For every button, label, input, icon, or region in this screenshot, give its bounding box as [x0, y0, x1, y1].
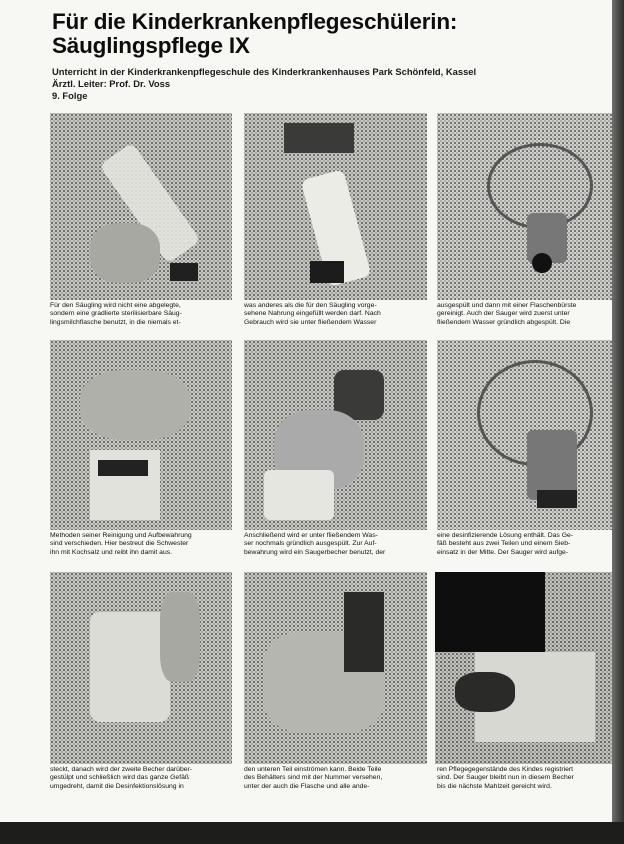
cup-shape	[90, 612, 170, 722]
caption-2: was anderes als die für den Säugling vorge- sehene Nahrung eingefüllt werden darf. Nach Gebrauch wird sie unter fließendem Wasser	[244, 302, 381, 326]
base-shape	[537, 490, 577, 508]
caption-4: Methoden seiner Reinigung und Aufbewahrung sind verschieden. Hier bestreut die Schwester ihn mit Kochsalz und reibt ihn damit aus.	[50, 532, 192, 556]
dark-interior-shape	[435, 572, 545, 652]
article-episode: 9. Folge	[52, 90, 88, 101]
shadow-shape	[455, 672, 515, 712]
photo-4	[50, 340, 232, 530]
cup-shape	[264, 470, 334, 520]
photo-8	[244, 572, 427, 764]
article-subtitle: Unterricht in der Kinderkrankenpflegeschule des Kinderkrankenhauses Park Schönfeld, Kassel	[52, 66, 477, 77]
label-shape	[170, 263, 198, 281]
photo-3	[437, 113, 612, 300]
photo-1	[50, 113, 232, 300]
article-meta	[52, 66, 592, 102]
photo-9	[435, 572, 612, 764]
label-shape	[310, 261, 344, 283]
page-edge-shadow	[612, 0, 624, 844]
caption-5: Anschließend wird er unter fließendem Was- ser nochmals gründlich ausgespült. Zur Auf- bewahrung wird ein Saugerbecher benutzt, der	[244, 532, 386, 556]
caption-9: ren Pflegegegenstände des Kindes registriert sind. Der Sauger bleibt nun in diesem Becher bis die nächste Mahlzeit gereicht wird.	[437, 766, 574, 790]
photo-5	[244, 340, 427, 530]
scan-border	[0, 822, 624, 844]
photo-6	[437, 340, 612, 530]
caption-6: eine desinfizierende Lösung enthält. Das Ge- fäß besteht aus zwei Teilen und einem Sieb- einsatz in der Mitte. Der Sauger wird aufge-	[437, 532, 574, 556]
title-line-1: Für die Kinderkrankenpflegeschülerin:	[52, 9, 458, 34]
tap-shape	[284, 123, 354, 153]
hands-shape	[80, 370, 190, 440]
label-shape	[98, 460, 148, 476]
caption-8: den unteren Teil einströmen kann. Beide Teile des Behälters sind mit der Nummer versehen, unter der auch die Flasche und alle ande-	[244, 766, 383, 790]
title-line-2: Säuglingspflege IX	[52, 33, 250, 58]
caption-1: Für den Säugling wird nicht eine abgelegte, sondern eine gradlierte sterilisierbare Säug- lingsmilchflasche benutzt, in die niemals et-	[50, 302, 182, 326]
caption-3: ausgespült und dann mit einer Flaschenbürste gereinigt. Auch der Sauger wird zuerst unter fließendem Wasser gründlich abgespült. Die	[437, 302, 577, 326]
ball-shape	[532, 253, 552, 273]
hand-shape	[160, 592, 200, 682]
photo-7	[50, 572, 232, 764]
photo-2	[244, 113, 427, 300]
article-title	[52, 10, 592, 58]
article-director: Ärztl. Leiter: Prof. Dr. Voss	[52, 78, 171, 89]
hand-shape	[90, 223, 160, 283]
lid-shape	[344, 592, 384, 672]
caption-7: steckt, danach wird der zweite Becher darüber- gestülpt und schließlich wird das ganze Gefäß umgedreht, damit die Desinfektionslösung in	[50, 766, 193, 790]
